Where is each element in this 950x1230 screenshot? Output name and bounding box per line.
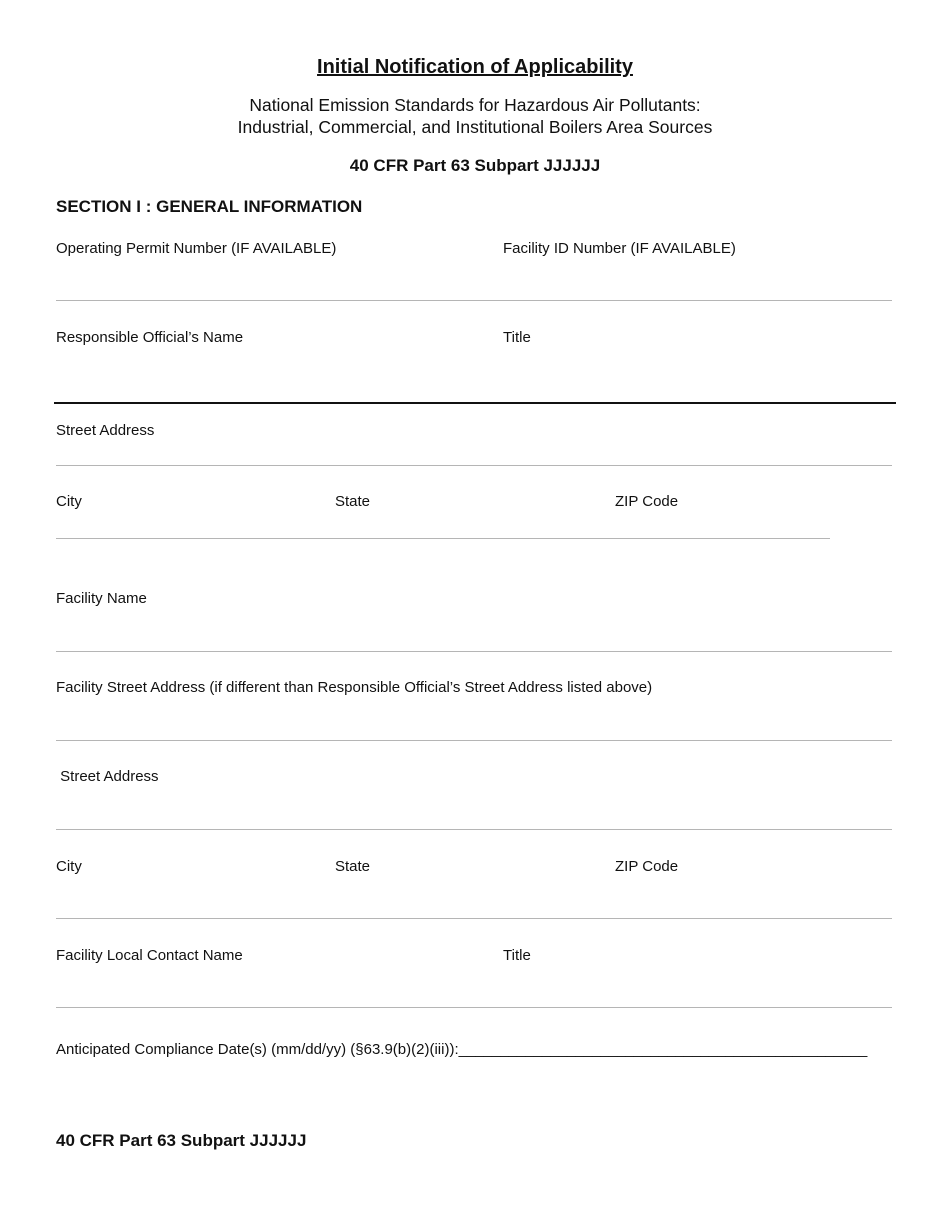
street-address-field[interactable] (56, 465, 892, 466)
form-subtitle-line-2: Industrial, Commercial, and Institutional Boilers Area Sources (237, 117, 713, 137)
state-label: State (335, 493, 371, 510)
compliance-date-field[interactable]: Anticipated Compliance Date(s) (mm/dd/yy) (§63.9(b)(2)(iii)):_________________________________________________ (56, 1041, 868, 1058)
city-label: City (56, 493, 82, 510)
facility-name-field[interactable] (56, 651, 892, 652)
official-name-field[interactable] (54, 402, 896, 404)
facility-state-label: State (335, 858, 371, 875)
operating-permit-label: Operating Permit Number (IF AVAILABLE) (56, 240, 337, 257)
local-contact-name-label: Facility Local Contact Name (56, 947, 243, 964)
form-subtitle-line-1: National Emission Standards for Hazardous Air Pollutants: (249, 95, 701, 115)
footer-regulation: 40 CFR Part 63 Subpart JJJJJJ (56, 1131, 307, 1150)
zip-label: ZIP Code (615, 493, 679, 510)
facility-city-label: City (56, 858, 82, 875)
facility-city-state-zip-field[interactable] (56, 918, 892, 919)
facility-street-address-label: Street Address (56, 768, 159, 785)
official-name-label: Responsible Official’s Name (56, 329, 244, 346)
operating-permit-field[interactable] (56, 300, 892, 301)
form-title: Initial Notification of Applicability (317, 56, 633, 78)
city-state-zip-field[interactable] (56, 538, 830, 539)
facility-street-address-field[interactable] (56, 829, 892, 830)
local-contact-field[interactable] (56, 1007, 892, 1008)
facility-name-label: Facility Name (56, 590, 147, 607)
regulation-heading: 40 CFR Part 63 Subpart JJJJJJ (349, 156, 601, 175)
facility-id-label: Facility ID Number (IF AVAILABLE) (503, 240, 736, 257)
street-address-label: Street Address (56, 422, 155, 439)
facility-street-note-label: Facility Street Address (if different than Responsible Official’s Street Address listed above) (56, 679, 653, 696)
facility-zip-label: ZIP Code (615, 858, 679, 875)
facility-street-note-field[interactable] (56, 740, 892, 741)
official-title-label: Title (503, 329, 531, 346)
section-heading: SECTION I : GENERAL INFORMATION (56, 197, 363, 216)
local-contact-title-label: Title (503, 947, 531, 964)
